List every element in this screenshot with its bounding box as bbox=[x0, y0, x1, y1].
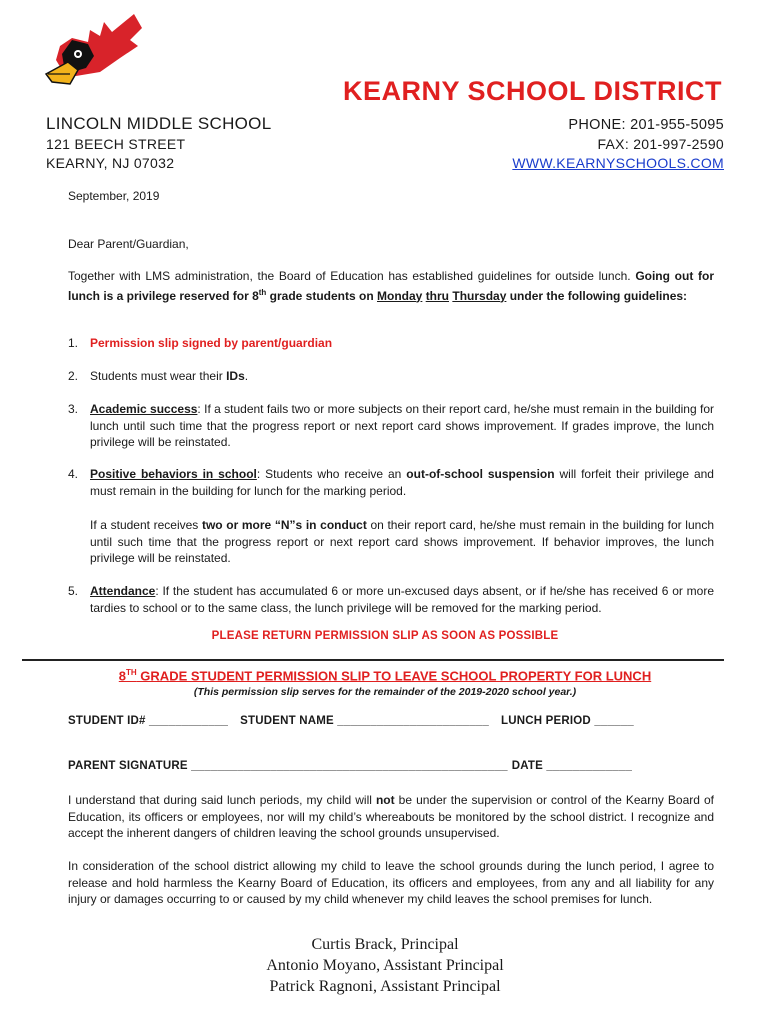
lunch-period-field[interactable]: LUNCH PERIOD ______ bbox=[501, 715, 634, 727]
intro-thru: thru bbox=[425, 288, 450, 303]
return-notice: PLEASE RETURN PERMISSION SLIP AS SOON AS POSSIBLE bbox=[211, 630, 559, 642]
item-number: 2. bbox=[68, 369, 79, 383]
guideline-item bbox=[68, 335, 714, 352]
cardinal-bird-icon bbox=[42, 12, 146, 94]
item-heading: Positive behaviors in school bbox=[90, 467, 257, 481]
intro-bold: Going out for lunch is a privilege reserved for 8 bbox=[68, 269, 715, 303]
intro-bold: grade students on bbox=[266, 288, 377, 303]
guideline-subparagraph bbox=[90, 517, 714, 567]
slip-title-num: 8 bbox=[118, 668, 127, 684]
item-text: If a student receives bbox=[90, 518, 202, 532]
address-street: 121 BEECH STREET bbox=[46, 136, 186, 152]
item-text: will forfeit their privilege and must remain in the building for lunch for the marking period. bbox=[90, 467, 714, 498]
letter-date: September, 2019 bbox=[68, 189, 160, 203]
intro-sup: th bbox=[258, 287, 267, 297]
item-text: . bbox=[244, 369, 249, 383]
item-bold: IDs bbox=[226, 369, 245, 383]
fax-number: FAX: 201-997-2590 bbox=[597, 136, 724, 152]
item-number: 1. bbox=[68, 336, 79, 350]
intro-monday: Monday bbox=[377, 288, 423, 303]
guideline-item bbox=[68, 368, 714, 385]
website-link[interactable]: WWW.KEARNYSCHOOLS.COM bbox=[512, 155, 724, 171]
para-bold: not bbox=[375, 793, 395, 807]
phone-number: PHONE: 201-955-5095 bbox=[568, 117, 724, 133]
intro-thursday: Thursday bbox=[452, 288, 507, 303]
student-id-field[interactable]: STUDENT ID# ____________ bbox=[68, 715, 229, 727]
item-text: : If a student fails two or more subjects on their report card, he/she must remain in the building for lunch until such time that the progress report or next report card shows improvement. If grades improve, the lunch privilege will be reinstated. bbox=[90, 402, 714, 449]
item-number: 5. bbox=[68, 584, 79, 598]
item-text: Students must wear their bbox=[90, 369, 227, 383]
student-fields-row bbox=[68, 715, 634, 727]
item-text: : If the student has accumulated 6 or more un-excused days absent, or if he/she has received 6 or more tardies to school or to the same class, the lunch privilege will be removed for the marking period. bbox=[90, 584, 714, 615]
student-name-field[interactable]: STUDENT NAME _______________________ bbox=[240, 715, 489, 727]
intro-bold: under the following guidelines: bbox=[506, 288, 688, 303]
address-city: KEARNY, NJ 07032 bbox=[46, 155, 175, 171]
slip-title bbox=[0, 668, 770, 683]
item-text: on their report card, he/she must remain in the building for lunch until such time that the progress report or next report card shows improvement. If behavior improves, the lunch privilege will be reinstated. bbox=[90, 518, 714, 565]
release-paragraph: In consideration of the school district allowing my child to leave the school grounds during the lunch period, I agree to release and hold harmless the Kearny Board of Education, its officers and employees, from any and all liability for any injury or damages occurring to or caused by my child whenever my child leaves the school premises for lunch. bbox=[68, 859, 714, 906]
section-divider bbox=[22, 659, 724, 661]
guideline-item bbox=[68, 466, 714, 499]
slip-subtitle: (This permission slip serves for the remainder of the 2019-2020 school year.) bbox=[193, 686, 577, 698]
signers-block bbox=[0, 934, 770, 997]
date-field[interactable]: DATE _____________ bbox=[511, 760, 633, 772]
item-number: 4. bbox=[68, 467, 79, 481]
para-text: be under the supervision or control of the Kearny Board of Education, its officers or employees, nor will my child’s whereabouts be monitored by the school district. I recognize and accept the inherent dangers of children leaving the school grounds unsupervised. bbox=[68, 793, 714, 840]
slip-title-text: GRADE STUDENT PERMISSION SLIP TO LEAVE SCHOOL PROPERTY FOR LUNCH bbox=[136, 668, 652, 684]
salutation: Dear Parent/Guardian, bbox=[68, 237, 189, 251]
item-heading: Attendance bbox=[90, 584, 156, 598]
item-text: : Students who receive an bbox=[256, 467, 407, 481]
signer-principal: Curtis Brack, Principal bbox=[311, 936, 459, 953]
item-heading: Academic success bbox=[90, 402, 198, 416]
intro-paragraph bbox=[68, 268, 714, 304]
acknowledgement-paragraph bbox=[68, 792, 714, 842]
signer-assistant-principal: Antonio Moyano, Assistant Principal bbox=[266, 957, 504, 974]
item-bold: out-of-school suspension bbox=[406, 467, 555, 481]
slip-title-sup: TH bbox=[126, 668, 137, 677]
guideline-item bbox=[68, 583, 714, 616]
item-heading: Permission slip signed by parent/guardian bbox=[90, 336, 333, 350]
item-bold: two or more “N”s in conduct bbox=[201, 518, 367, 532]
intro-text: Together with LMS administration, the Board of Education has established guidelines for outside lunch. bbox=[68, 269, 636, 283]
district-name: KEARNY SCHOOL DISTRICT bbox=[342, 76, 722, 106]
para-text: I understand that during said lunch periods, my child will bbox=[68, 793, 376, 807]
signer-assistant-principal: Patrick Ragnoni, Assistant Principal bbox=[269, 978, 501, 995]
signature-fields-row bbox=[68, 760, 632, 772]
school-name: LINCOLN MIDDLE SCHOOL bbox=[46, 114, 272, 133]
item-number: 3. bbox=[68, 402, 79, 416]
guideline-item bbox=[68, 401, 714, 451]
parent-signature-field[interactable]: PARENT SIGNATURE ________________________________________________ bbox=[68, 760, 508, 772]
